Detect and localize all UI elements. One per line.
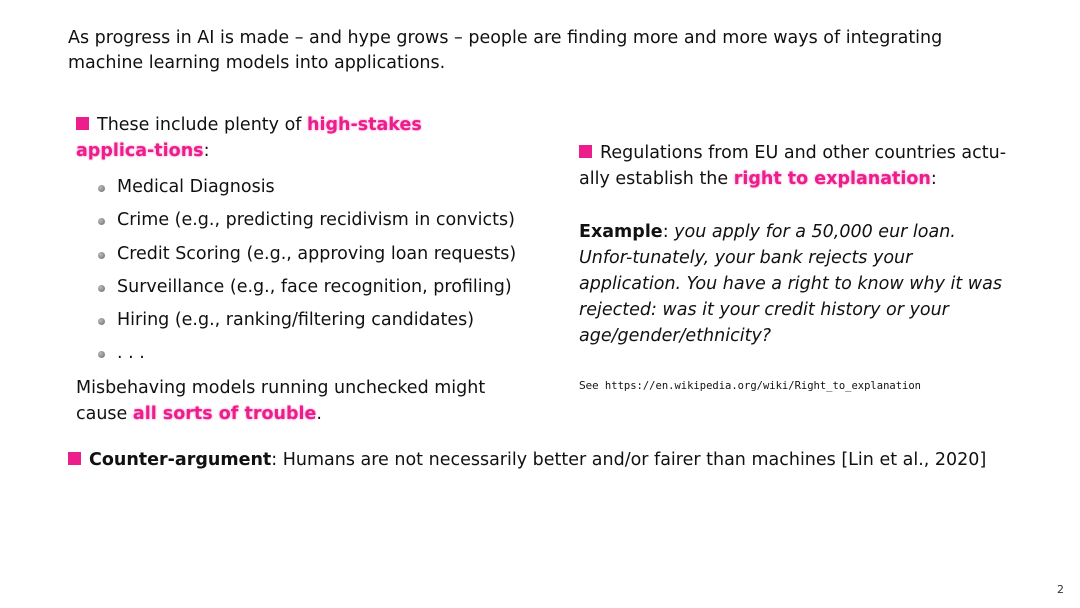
list-item [96,304,496,337]
bullet-icon [98,185,105,192]
list-item-text: Crime (e.g., predicting recidivism in convicts) [117,210,515,231]
source-reference [579,379,1009,393]
bullet-icon [98,218,105,225]
trouble-paragraph [76,375,496,427]
list-item-text: . . . [117,343,145,364]
right-to-explanation-highlight: right to explanation [733,169,931,189]
lead-colon: : [203,141,210,161]
regulations-text: Regulations from EU and other countries actu-ally establish the [579,143,1007,189]
counter-text: : Humans are not necessarily better and/or fairer than machines [Lin et al., 2020] [271,450,987,470]
example-text: you apply for a 50,000 eur loan. Unfor-tunately, your bank rejects your application. You have a right to know why it was rejected: was it your credit history or your age/gender/ethnicity? [579,222,1002,346]
high-stakes-highlight: high-stakes applica-tions [76,115,422,161]
list-item [96,204,515,237]
trouble-highlight: all sorts of trouble [132,403,317,424]
regulations-lead [579,140,1009,192]
square-bullet-icon [68,452,81,465]
application-list [96,171,517,371]
high-stakes-lead [76,112,496,164]
trouble-text: Misbehaving models running unchecked might cause [76,377,486,424]
square-bullet-icon [76,117,89,130]
bullet-icon [98,318,105,325]
trouble-period: . [316,403,322,424]
square-bullet-icon [579,145,592,158]
list-item-text: Credit Scoring (e.g., approving loan requests) [117,243,517,264]
counter-label: Counter-argument [89,450,272,470]
list-item [96,271,512,304]
example-label: Example [579,222,663,242]
example-paragraph [579,219,1009,349]
list-item-text: Surveillance (e.g., face recognition, profiling) [117,276,512,297]
counter-argument [68,450,986,470]
list-item [96,337,496,370]
bullet-icon [98,252,105,259]
list-item [96,238,517,271]
regulations-block [579,140,1009,393]
intro-paragraph: As progress in AI is made – and hype grows – people are finding more and more ways of integrating machine learning models into applications. [68,28,943,73]
lead-text: These include plenty of [97,115,307,135]
list-item [96,171,496,204]
list-item-text: Medical Diagnosis [117,177,275,197]
source-link[interactable]: https://en.wikipedia.org/wiki/Right_to_explanation [604,380,921,392]
high-stakes-block [76,112,517,427]
bullet-icon [98,351,105,358]
page-number: 2 [1057,583,1064,596]
list-item-text: Hiring (e.g., ranking/filtering candidates) [117,310,475,331]
example-colon: : [662,222,675,242]
regulations-colon: : [930,169,937,189]
bullet-icon [98,285,105,292]
source-label: See [579,380,599,392]
